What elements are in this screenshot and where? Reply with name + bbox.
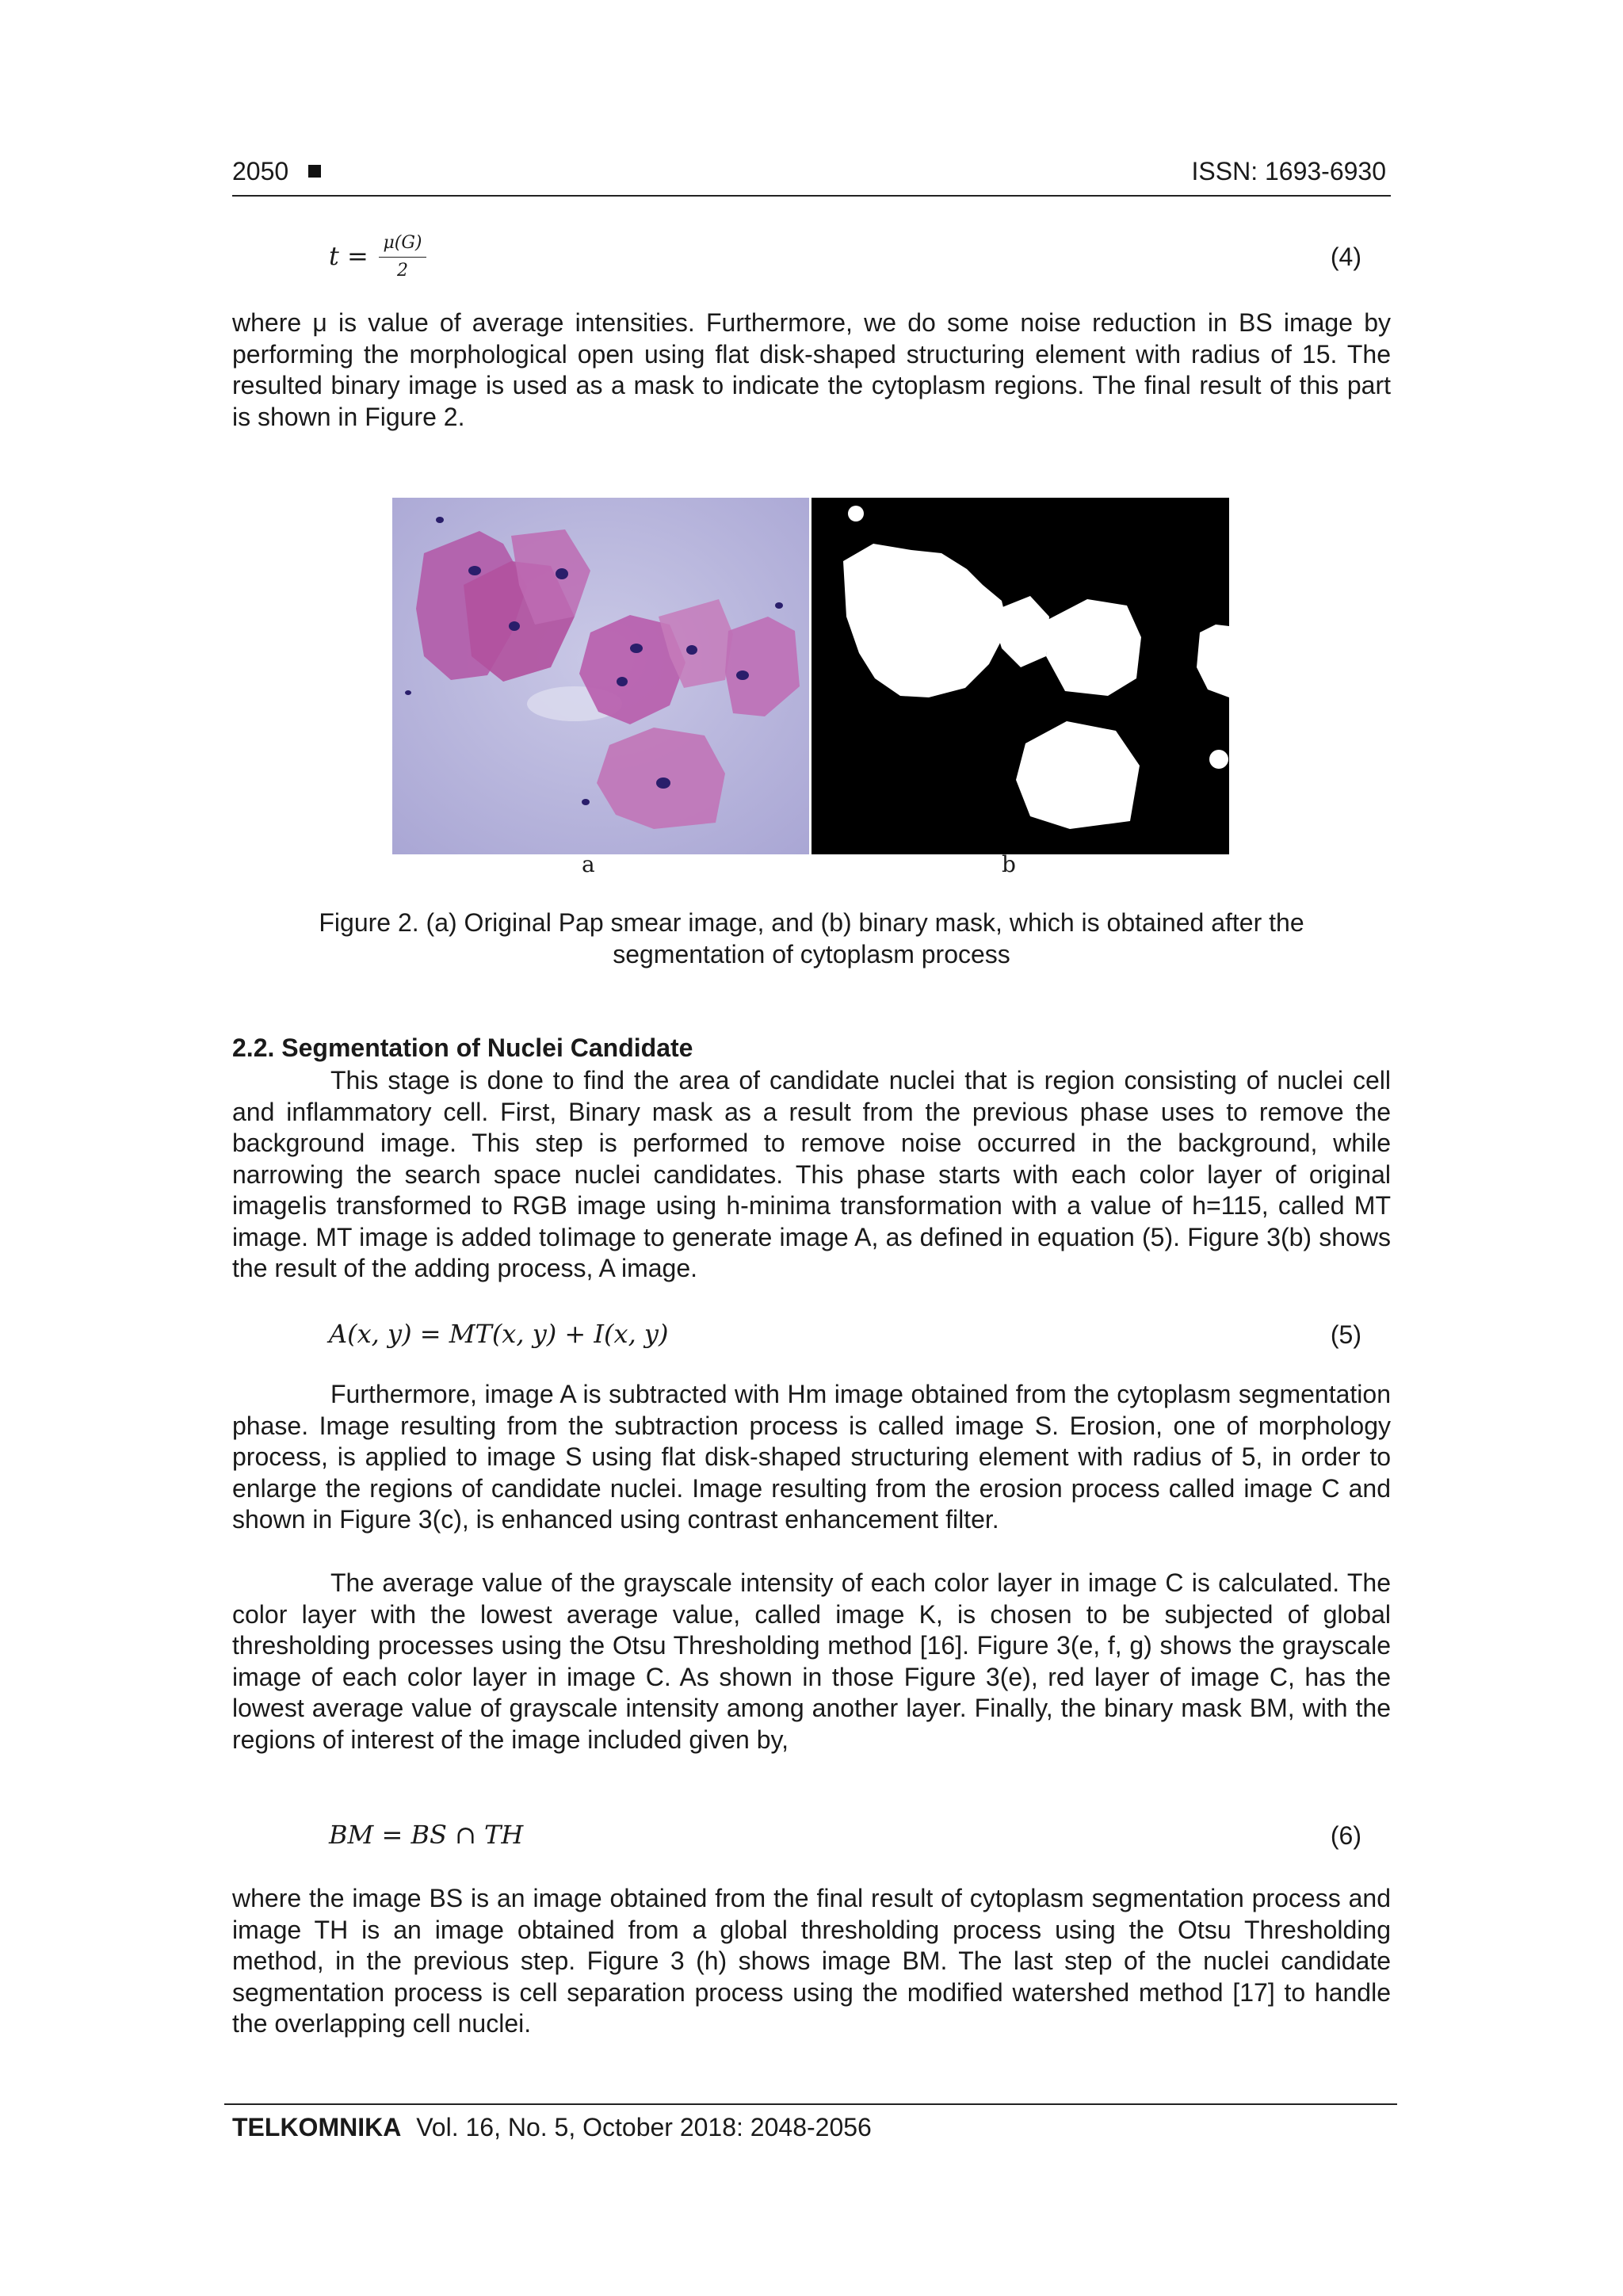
figure-2-caption bbox=[232, 907, 1391, 970]
figure-label-b: b bbox=[1002, 851, 1016, 877]
equation-4-numerator: μ(G) bbox=[383, 233, 422, 253]
page-number: 2050 bbox=[232, 157, 289, 185]
equation-4-denominator: 2 bbox=[397, 261, 408, 281]
figure-label-a: a bbox=[582, 851, 595, 877]
binary-mask-image bbox=[812, 498, 1229, 854]
pap-smear-image bbox=[392, 498, 809, 854]
figure-2 bbox=[392, 498, 1229, 856]
paragraph-4: The average value of the grayscale intensity of each color layer in image C is calculated. The color layer with the lowest average value, called image K, is chosen to be subjected of global thresholding processes using the Otsu Thresholding method [16]. Figure 3(e, f, g) shows the grayscale image of each color layer in image C. As shown in those Figure 3(e), red layer of image C, has the lowest average value of grayscale intensity among another layer. Finally, the binary mask BM, with the regions of interest of the image included given by, bbox=[232, 1568, 1391, 1754]
paragraph-2: This stage is done to find the area of candidate nuclei that is region consisting of nuclei cell and inflammatory cell. First, Binary mask as a result from the previous phase uses to remove the background image. This step is performed to remove noise occurred in the background, while narrowing the search space nuclei candidates. This phase starts with each color layer of original imageIis transformed to RGB image using h-minima transformation with a value of h=115, called MT image. MT image is added toIimage to generate image A, as defined in equation (5). Figure 3(b) shows the result of the adding process, A image. bbox=[232, 1066, 1391, 1282]
journal-citation: Vol. 16, No. 5, October 2018: 2048-2056 bbox=[416, 2113, 872, 2141]
equation-6-number: (6) bbox=[1330, 1821, 1361, 1850]
journal-name: TELKOMNIKA bbox=[232, 2113, 402, 2141]
paragraph-1: where μ is value of average intensities. Furthermore, we do some noise reduction in BS image by performing the morphological open using flat disk-shaped structuring element with radius of 15. The resulted binary image is used as a mask to indicate the cytoplasm regions. The final result of this part is shown in Figure 2. bbox=[232, 308, 1391, 431]
page-header bbox=[232, 151, 1391, 197]
equation-4-number: (4) bbox=[1330, 243, 1361, 271]
caption-line-1: Figure 2. (a) Original Pap smear image, and (b) binary mask, which is obtained after the bbox=[319, 908, 1304, 937]
equation-4-fraction bbox=[379, 231, 426, 283]
issn: ISSN: 1693-6930 bbox=[1191, 157, 1386, 185]
equation-4-lhs: t = bbox=[329, 241, 369, 271]
paragraph-5: where the image BS is an image obtained from the final result of cytoplasm segmentation process and image TH is an image obtained from a global thresholding process using the Otsu Thresholding method, in the previous step. Figure 3 (h) shows image BM. The last step of the nuclei candidate segmentation process is cell separation process using the modified watershed method [17] to handle the overlapping cell nuclei. bbox=[232, 1884, 1391, 2038]
caption-line-2: segmentation of cytoplasm process bbox=[613, 940, 1010, 968]
square-bullet-icon bbox=[308, 165, 321, 178]
section-heading: 2.2. Segmentation of Nuclei Candidate bbox=[232, 1033, 693, 1062]
paragraph-3: Furthermore, image A is subtracted with Hm image obtained from the cytoplasm segmentation phase. Image resulting from the subtraction process is called image S. Erosion, one of morphology process, is applied to image S using flat disk-shaped structuring element with radius of 5, in order to enlarge the regions of candidate nuclei. Image resulting from the erosion process called image C and shown in Figure 3(c), is enhanced using contrast enhancement filter. bbox=[232, 1380, 1391, 1534]
equation-6: BM = BS ∩ TH bbox=[329, 1820, 524, 1850]
equation-5: A(x, y) = MT(x, y) + I(x, y) bbox=[329, 1319, 669, 1349]
fraction-bar bbox=[379, 257, 426, 258]
page-footer bbox=[224, 2103, 1397, 2141]
equation-5-number: (5) bbox=[1330, 1320, 1361, 1349]
